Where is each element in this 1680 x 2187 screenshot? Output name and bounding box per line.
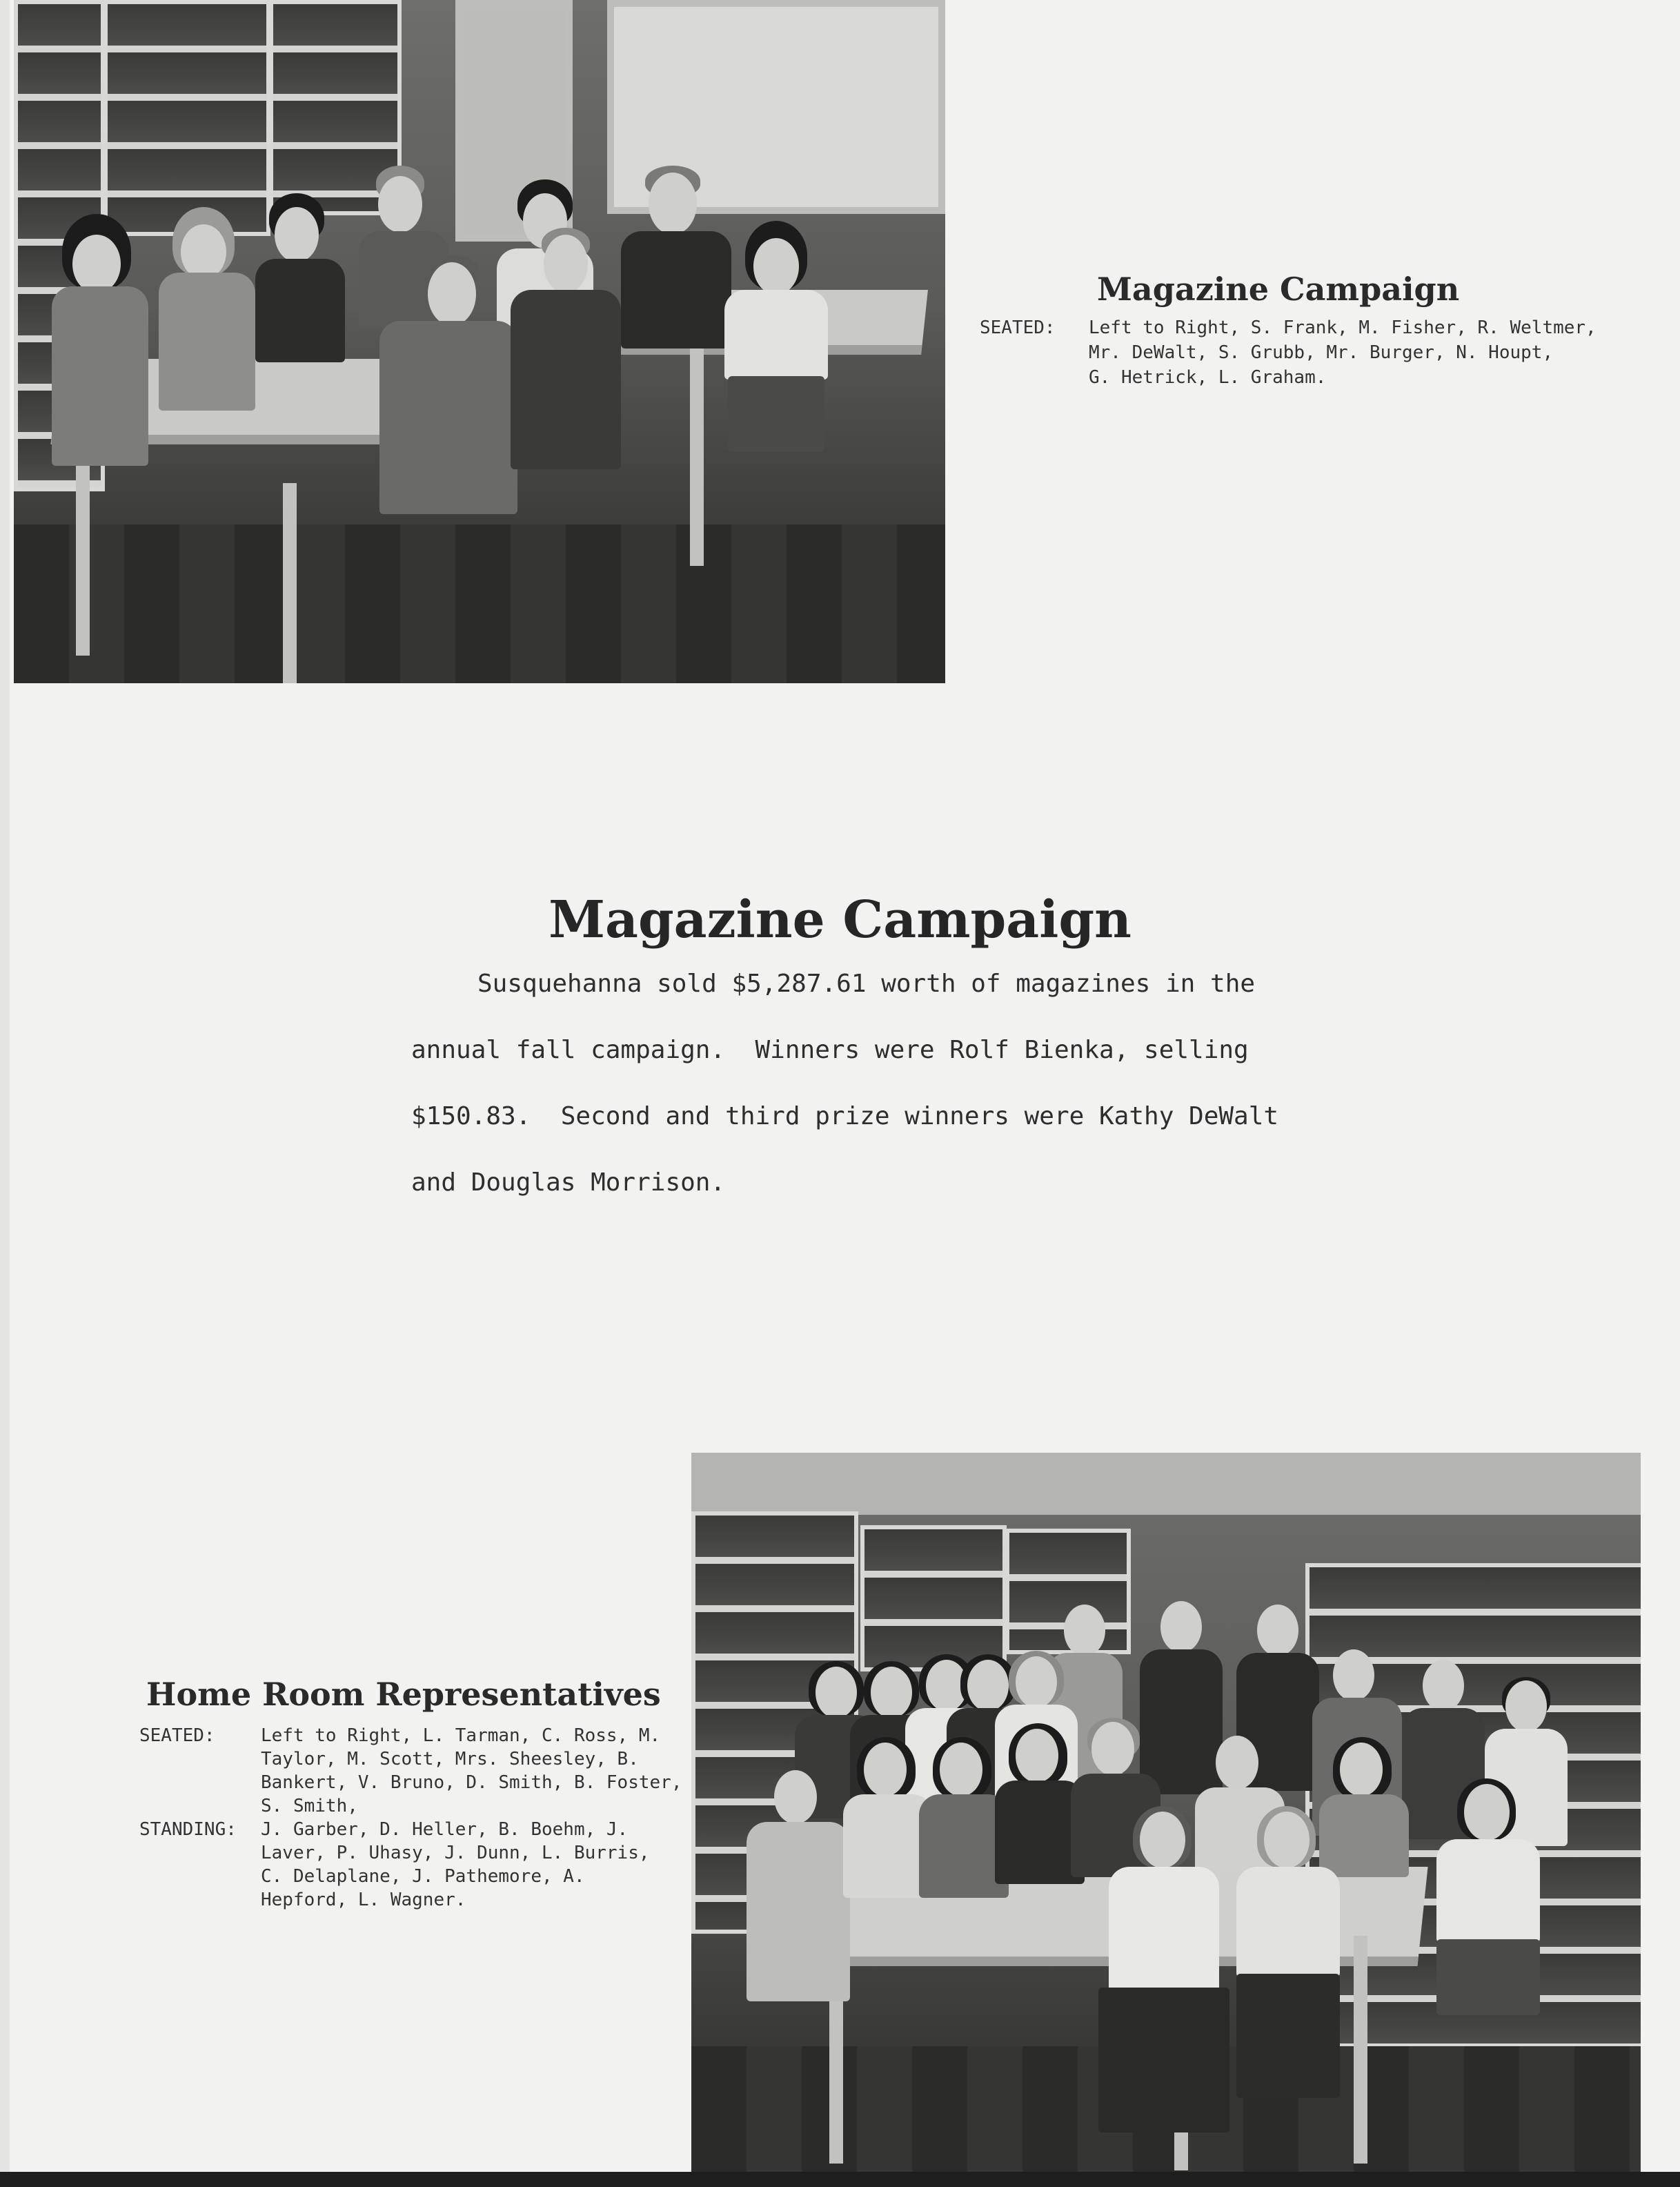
bottom-band: [0, 2172, 1680, 2187]
bottom-caption-standing-label: STANDING:: [139, 1819, 237, 1840]
bottom-caption-standing-line: Hepford, L. Wagner.: [261, 1890, 466, 1910]
top-caption-seated-label: SEATED:: [980, 317, 1056, 338]
bottom-caption-seated-line: Left to Right, L. Tarman, C. Ross, M.: [261, 1725, 661, 1746]
bottom-caption-seated-label: SEATED:: [139, 1725, 215, 1746]
top-caption-seated-line: Left to Right, S. Frank, M. Fisher, R. Weltmer,: [1089, 317, 1597, 338]
page-edge: [0, 0, 10, 2187]
bottom-caption-seated-line: S. Smith,: [261, 1796, 358, 1816]
article-line: and Douglas Morrison.: [411, 1168, 726, 1197]
article-line: annual fall campaign. Winners were Rolf Bienka, selling: [411, 1036, 1249, 1064]
bottom-caption-standing-line: Laver, P. Uhasy, J. Dunn, L. Burris,: [261, 1843, 650, 1863]
article-title: Magazine Campaign: [549, 890, 1131, 950]
article-line: Susquehanna sold $5,287.61 worth of magazines in the: [477, 970, 1256, 998]
bottom-caption-standing-line: J. Garber, D. Heller, B. Boehm, J.: [261, 1819, 629, 1840]
top-caption-seated-line: Mr. DeWalt, S. Grubb, Mr. Burger, N. Houpt,: [1089, 342, 1554, 363]
magazine-campaign-photo: [14, 0, 945, 683]
home-room-representatives-photo: [691, 1453, 1641, 2173]
bottom-caption-standing-line: C. Delaplane, J. Pathemore, A.: [261, 1866, 585, 1887]
top-caption-seated-line: G. Hetrick, L. Graham.: [1089, 367, 1327, 388]
bottom-caption-seated-line: Bankert, V. Bruno, D. Smith, B. Foster,: [261, 1772, 682, 1793]
bottom-caption-title: Home Room Representatives: [146, 1676, 661, 1713]
bottom-caption-seated-line: Taylor, M. Scott, Mrs. Sheesley, B.: [261, 1749, 639, 1769]
article-line: $150.83. Second and third prize winners were Kathy DeWalt: [411, 1102, 1279, 1130]
top-caption-title: Magazine Campaign: [1097, 271, 1460, 308]
